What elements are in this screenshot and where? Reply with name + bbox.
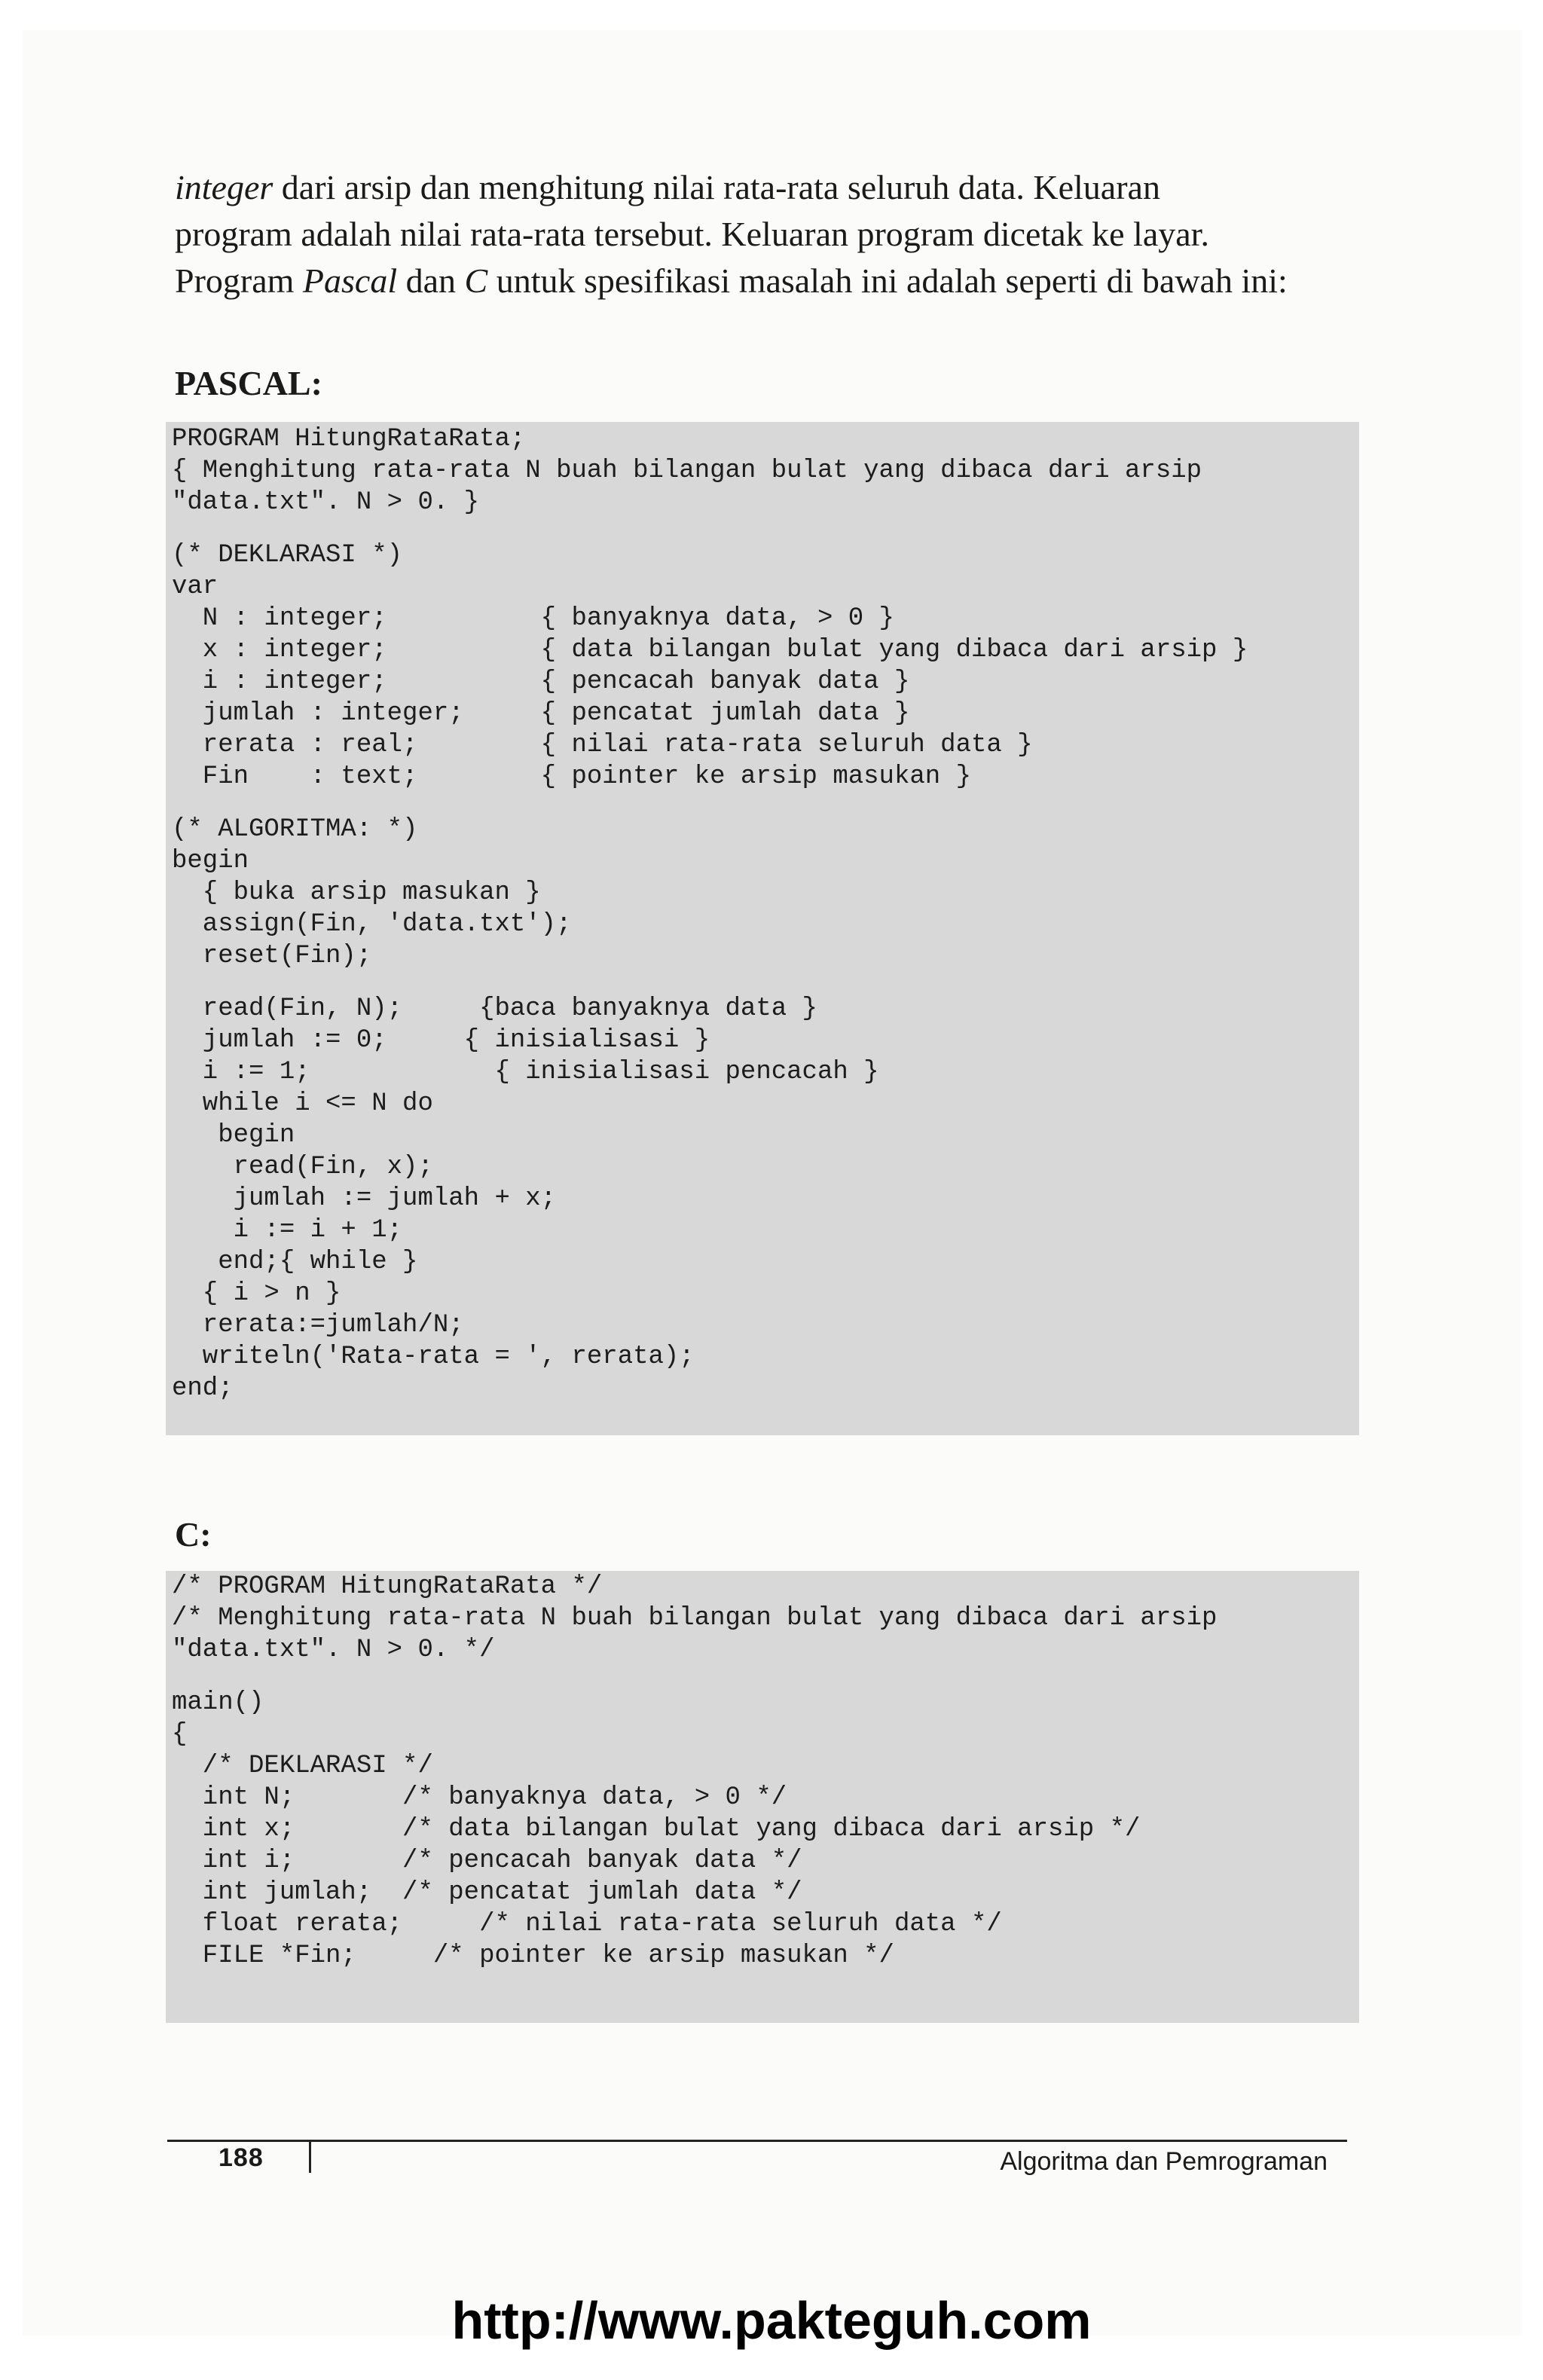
intro-term-c: C [464, 261, 488, 300]
code-line: var [172, 573, 218, 601]
intro-line-2: program adalah nilai rata-rata tersebut. Keluaran program dicetak ke layar. [175, 215, 1209, 253]
code-line: read(Fin, N); {baca banyaknya data } [172, 994, 817, 1023]
code-line: int x; /* data bilangan bulat yang dibaca dari arsip */ [172, 1815, 1141, 1844]
code-line: main() [172, 1688, 264, 1717]
code-line: { Menghitung rata-rata N buah bilangan bulat yang dibaca dari arsip [172, 457, 1202, 485]
code-line: i : integer; { pencacah banyak data } [172, 668, 910, 696]
intro-line-3-a: Program [175, 261, 303, 300]
code-line: jumlah := jumlah + x; [172, 1184, 557, 1213]
c-code-listing [166, 1571, 1359, 2023]
book-title: Algoritma dan Pemrograman [1000, 2147, 1328, 2176]
code-line: x : integer; { data bilangan bulat yang dibaca dari arsip } [172, 636, 1248, 665]
code-line: i := i + 1; [172, 1216, 403, 1245]
code-line: /* Menghitung rata-rata N buah bilangan bulat yang dibaca dari arsip [172, 1604, 1218, 1633]
code-line: i := 1; { inisialisasi pencacah } [172, 1058, 879, 1086]
code-line: int N; /* banyaknya data, > 0 */ [172, 1783, 787, 1812]
intro-line-1-text: dari arsip dan menghitung nilai rata-rata seluruh data. Keluaran [273, 168, 1160, 206]
code-line: jumlah : integer; { pencatat jumlah data } [172, 699, 910, 728]
code-line [172, 972, 1359, 993]
code-line [172, 793, 1359, 814]
code-line: Fin : text; { pointer ke arsip masukan } [172, 762, 971, 791]
code-line: float rerata; /* nilai rata-rata seluruh data */ [172, 1910, 1002, 1939]
code-line: int jumlah; /* pencatat jumlah data */ [172, 1878, 802, 1907]
code-line: /* PROGRAM HitungRataRata */ [172, 1572, 603, 1601]
code-line: jumlah := 0; { inisialisasi } [172, 1026, 710, 1055]
intro-line-3-b: dan [397, 261, 465, 300]
code-line: PROGRAM HitungRataRata; [172, 425, 526, 454]
c-heading: C: [175, 1515, 212, 1554]
code-line: N : integer; { banyaknya data, > 0 } [172, 604, 894, 633]
intro-line-3-c: untuk spesifikasi masalah ini adalah seperti di bawah ini: [487, 261, 1288, 300]
intro-term-pascal: Pascal [302, 261, 398, 300]
code-line: { i > n } [172, 1279, 341, 1308]
code-line: read(Fin, x); [172, 1153, 433, 1181]
code-line: int i; /* pencacah banyak data */ [172, 1847, 802, 1875]
footer-rule [167, 2140, 1347, 2142]
code-line: rerata : real; { nilai rata-rata seluruh data } [172, 731, 1033, 759]
code-line: reset(Fin); [172, 942, 372, 970]
code-line: begin [172, 847, 249, 875]
page-number: 188 [218, 2143, 264, 2172]
code-line: { buka arsip masukan } [172, 878, 541, 907]
pascal-heading: PASCAL: [175, 364, 322, 402]
watermark-url: http://www.pakteguh.com [451, 2291, 1092, 2350]
code-line: { [172, 1720, 188, 1749]
code-line: while i <= N do [172, 1089, 433, 1118]
code-line [172, 518, 1359, 539]
intro-paragraph [175, 164, 1359, 304]
code-line: rerata:=jumlah/N; [172, 1311, 464, 1340]
code-line: FILE *Fin; /* pointer ke arsip masukan */ [172, 1942, 894, 1970]
code-line: /* DEKLARASI */ [172, 1752, 433, 1780]
code-line [172, 1666, 1359, 1687]
code-line: begin [172, 1121, 295, 1150]
intro-term-integer: integer [175, 168, 273, 206]
code-line: end;{ while } [172, 1248, 418, 1276]
code-line: "data.txt". N > 0. */ [172, 1636, 495, 1664]
code-line: assign(Fin, 'data.txt'); [172, 910, 572, 939]
pascal-code-listing [166, 422, 1359, 1435]
code-line: end; [172, 1374, 234, 1403]
intro-line-3 [175, 258, 1359, 304]
code-line: "data.txt". N > 0. } [172, 488, 480, 517]
code-line: (* ALGORITMA: *) [172, 815, 418, 844]
intro-line-1 [175, 164, 1359, 211]
code-line: writeln('Rata-rata = ', rerata); [172, 1343, 695, 1371]
code-line: (* DEKLARASI *) [172, 541, 403, 570]
